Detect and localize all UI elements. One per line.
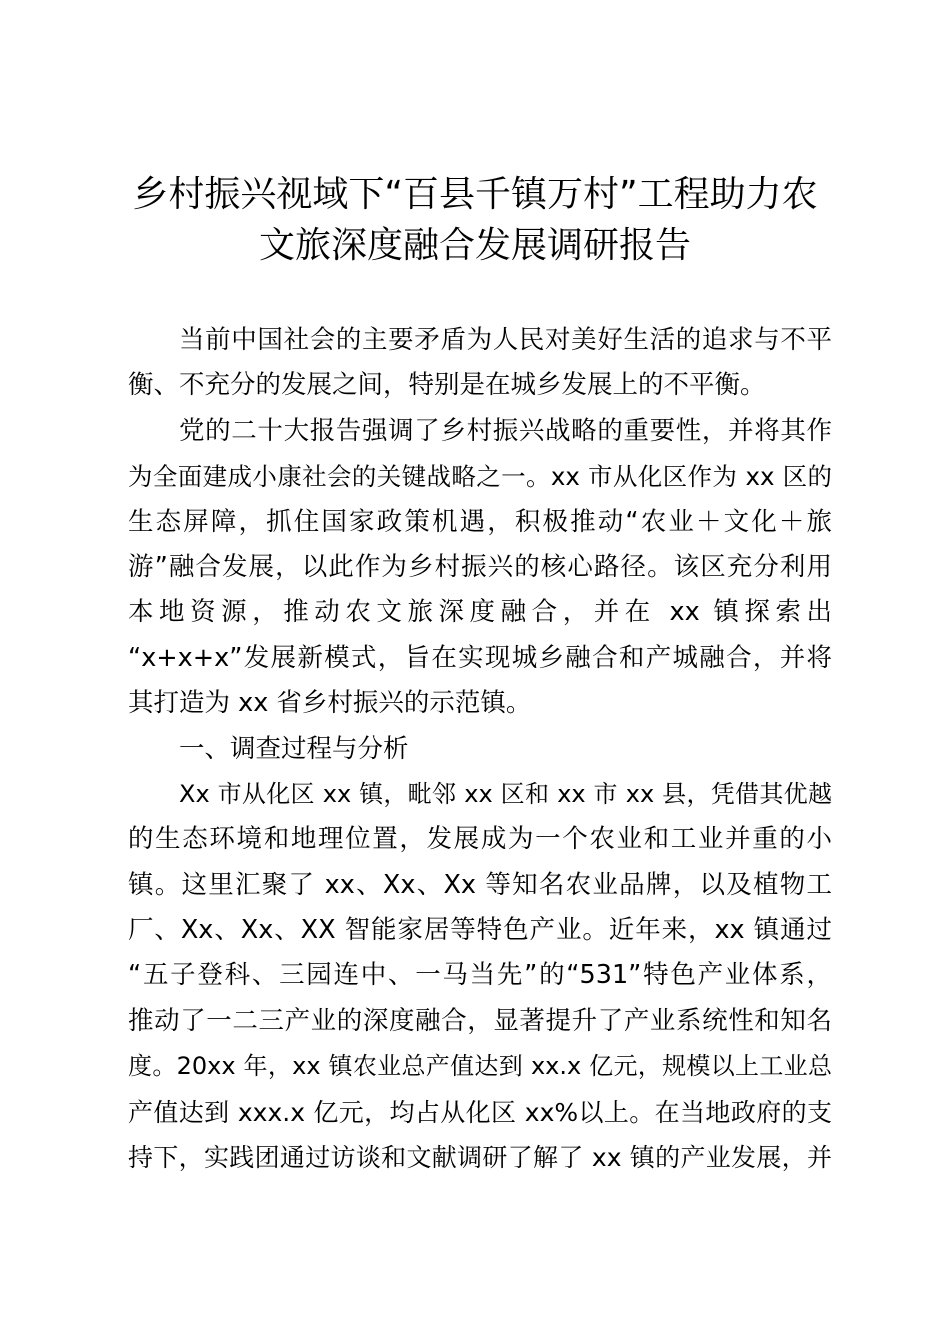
document-title-line-2: 文旅深度融合发展调研报告 xyxy=(258,225,691,266)
document-body xyxy=(128,318,832,1180)
paragraph-line: 衡、不充分的发展之间，特别是在城乡发展上的不平衡。 xyxy=(128,370,766,401)
paragraph-line: 推动了一二三产业的深度融合，显著提升了产业系统性和知名 xyxy=(128,1005,832,1036)
paragraph-line: 生态屏障，抓住国家政策机遇，积极推动“农业＋文化＋旅 xyxy=(128,506,832,537)
paragraph-line: 当前中国社会的主要矛盾为人民对美好生活的追求与不平 xyxy=(179,325,832,355)
section-heading: 一、调查过程与分析 xyxy=(179,733,409,764)
paragraph-line: 游”融合发展，以此作为乡村振兴的核心路径。该区充分利用 xyxy=(128,551,832,582)
paragraph-line: “x+x+x”发展新模式，旨在实现城乡融合和产城融合，并将 xyxy=(128,642,832,673)
paragraph-line: 厂、Xx、Xx、XX 智能家居等特色产业。近年来，xx 镇通过 xyxy=(128,915,832,946)
paragraph-line: “五子登科、三园连中、一马当先”的“531”特色产业体系， xyxy=(128,960,832,991)
paragraph-line: 其打造为 xx 省乡村振兴的示范镇。 xyxy=(128,688,532,719)
paragraph-line: 本地资源，推动农文旅深度融合，并在 xx 镇探索出 xyxy=(128,597,832,628)
paragraph-line: 度。20xx 年，xx 镇农业总产值达到 xx.x 亿元，规模以上工业总 xyxy=(128,1052,832,1081)
paragraph-line: 持下，实践团通过访谈和文献调研了解了 xx 镇的产业发展，并 xyxy=(128,1143,832,1173)
paragraph-line: 的生态环境和地理位置，发展成为一个农业和工业并重的小 xyxy=(128,824,832,855)
paragraph-line: 镇。这里汇聚了 xx、Xx、Xx 等知名农业品牌，以及植物工 xyxy=(128,869,832,900)
paragraph-line: Xx 市从化区 xx 镇，毗邻 xx 区和 xx 市 xx 县，凭借其优越 xyxy=(179,779,832,808)
paragraph-line: 党的二十大报告强调了乡村振兴战略的重要性，并将其作 xyxy=(179,415,832,446)
paragraph-line: 产值达到 xxx.x 亿元，均占从化区 xx%以上。在当地政府的支 xyxy=(128,1097,832,1127)
document-title-line-1: 乡村振兴视域下“百县千镇万村”工程助力农 xyxy=(132,174,818,215)
paragraph-line: 为全面建成小康社会的关键战略之一。xx 市从化区作为 xx 区的 xyxy=(128,462,832,492)
